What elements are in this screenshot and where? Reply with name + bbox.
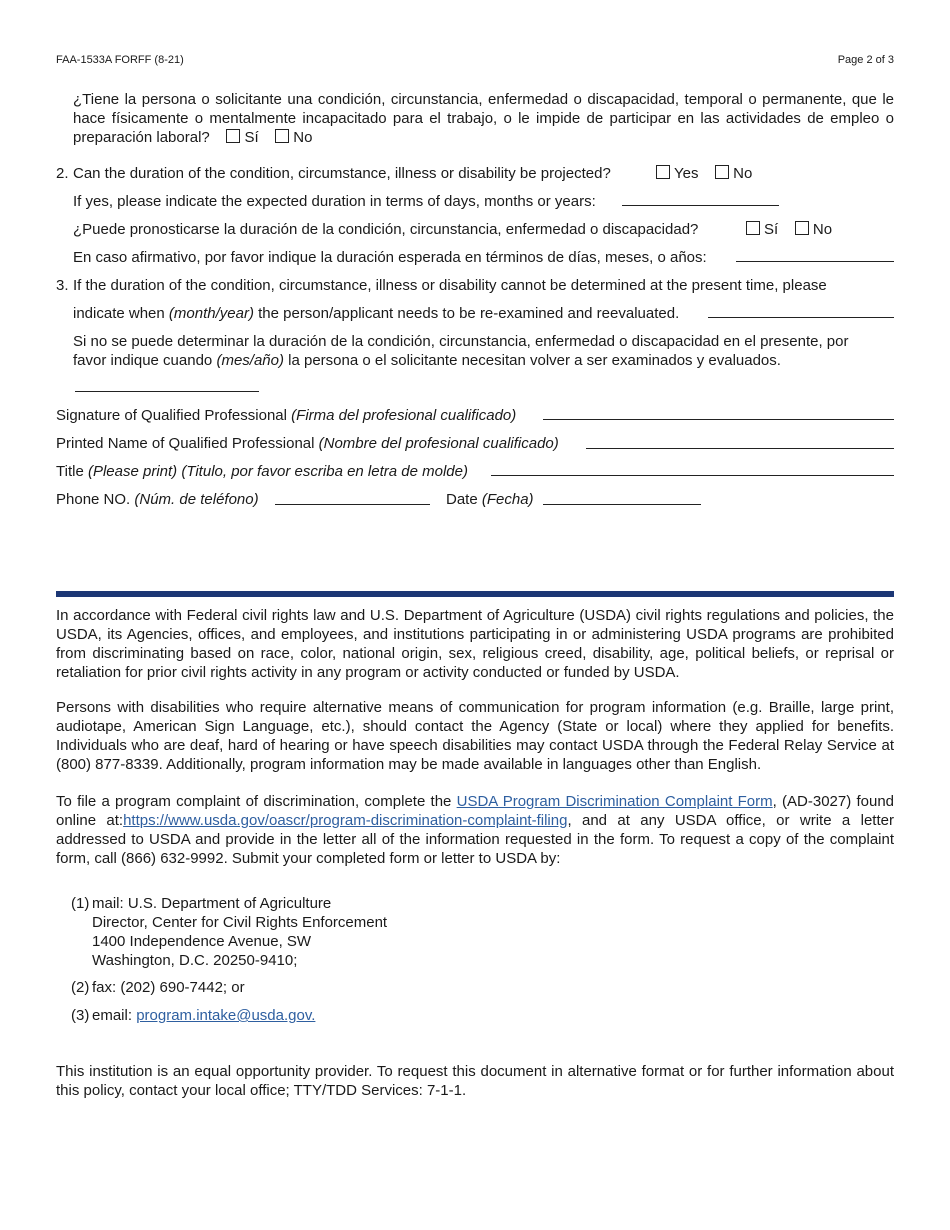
q2-si-checkbox[interactable] xyxy=(746,221,760,235)
q2-no-es-checkbox[interactable] xyxy=(795,221,809,235)
q2-no-es-label: No xyxy=(812,221,833,238)
q2-duration-prompt: If yes, please indicate the expected duration in terms of days, months or years: xyxy=(73,193,596,210)
q1-no-label: No xyxy=(293,129,313,146)
civil-rights-para3: To file a program complaint of discrimination, complete the USDA Program Discrimination Complaint Form, (AD-3027) found online at:https://www.usda.gov/oascr/program-discrimination-complaint-filing, and at any USDA office, or write a letter addressed to USDA and provide in the letter all of the information requested in the form. To request a copy of the complaint form, call (866) 632-9992. Submit your completed form or letter to USDA by: xyxy=(56,793,895,867)
q2-yes-checkbox[interactable] xyxy=(656,165,670,179)
civil-rights-para2: Persons with disabilities who require alternative means of communication for program information (e.g. Braille, large print, audiotape, American Sign Language, etc.), should contact the Agency (State or local) where they applied for benefits. Individuals who are deaf, hard of hearing or have speech disabilities may contact USDA through the Federal Relay Service at (800) 877-8339. Additionally, program information may be made available in languages other than English. xyxy=(56,699,894,773)
email-link[interactable]: program.intake@usda.gov. xyxy=(136,1007,316,1024)
title-label: Title (Please print) (Titulo, por favor escriba en letra de molde) xyxy=(56,463,468,480)
q3-reexam-date-field[interactable] xyxy=(708,317,894,318)
date-label: Date (Fecha) xyxy=(446,491,534,508)
phone-field[interactable] xyxy=(275,504,430,505)
q1-spanish-question xyxy=(73,90,894,147)
q2-duration-field-es[interactable] xyxy=(736,261,894,262)
printed-name-label: Printed Name of Qualified Professional (Nombre del profesional cualificado) xyxy=(56,435,559,452)
printed-name-field[interactable] xyxy=(586,448,894,449)
complaint-filing-url-link[interactable]: https://www.usda.gov/oascr/program-discrimination-complaint-filing xyxy=(123,812,568,829)
equal-opportunity-statement: This institution is an equal opportunity provider. To request this document in alternative format or for further information about this policy, contact your local office; TTY/TDD Services: 7-1-1. xyxy=(56,1063,894,1099)
q2-number: 2. xyxy=(56,165,69,182)
complaint-form-link[interactable]: USDA Program Discrimination Complaint Form xyxy=(456,793,773,810)
list-item-3-number: (3) xyxy=(71,1007,90,1024)
q2-no-label: No xyxy=(733,165,753,182)
list-item-mail: mail: U.S. Department of Agriculture Director, Center for Civil Rights Enforcement 1400 Independence Avenue, SW Washington, D.C. 20250-9410; xyxy=(92,895,388,969)
q2-question-es: ¿Puede pronosticarse la duración de la condición, circunstancia, enfermedad o discapacidad? xyxy=(73,221,699,238)
q2-si-label: Sí xyxy=(764,221,779,238)
q2-yes-label: Yes xyxy=(674,165,699,182)
section-divider xyxy=(56,591,894,597)
q1-no-checkbox[interactable] xyxy=(275,129,289,143)
q1-si-label: Sí xyxy=(244,129,259,146)
phone-label: Phone NO. (Núm. de teléfono) xyxy=(56,491,259,508)
signature-label: Signature of Qualified Professional (Firma del profesional cualificado) xyxy=(56,407,517,424)
q2-duration-prompt-es: En caso afirmativo, por favor indique la duración esperada en términos de días, meses, o años: xyxy=(73,249,707,266)
list-item-2-number: (2) xyxy=(71,979,90,996)
q2-duration-field[interactable] xyxy=(622,205,779,206)
list-item-1-number: (1) xyxy=(71,895,90,912)
q2-options-es xyxy=(746,220,832,239)
q3-es-line2: favor indique cuando (mes/año) la persona o el solicitante necesitan volver a ser examinados y evaluados. xyxy=(73,352,781,369)
date-field[interactable] xyxy=(543,504,701,505)
form-id: FAA-1533A FORFF (8-21) xyxy=(56,54,184,66)
q1-spanish-text: ¿Tiene la persona o solicitante una condición, circunstancia, enfermedad o discapacidad, temporal o permanente, que le hace físicamente o mentalmente incapacitado para el trabajo, o le impide de participar en las actividades de empleo o preparación laboral? xyxy=(73,91,894,146)
q3-number: 3. xyxy=(56,277,69,294)
q3-line1: If the duration of the condition, circumstance, illness or disability cannot be determined at the present time, please xyxy=(73,277,827,294)
q2-options xyxy=(656,164,752,183)
list-item-fax: fax: (202) 690-7442; or xyxy=(92,979,245,996)
q2-no-checkbox[interactable] xyxy=(715,165,729,179)
q1-si-checkbox[interactable] xyxy=(226,129,240,143)
q3-es-date-field[interactable] xyxy=(75,391,259,392)
page-number: Page 2 of 3 xyxy=(837,54,894,66)
q3-es-line1: Si no se puede determinar la duración de la condición, circunstancia, enfermedad o discapacidad en el presente, por xyxy=(73,333,849,350)
title-field[interactable] xyxy=(491,475,894,476)
q2-question: Can the duration of the condition, circumstance, illness or disability be projected? xyxy=(73,165,611,182)
list-item-email: email: program.intake@usda.gov. xyxy=(92,1007,316,1024)
civil-rights-para1: In accordance with Federal civil rights law and U.S. Department of Agriculture (USDA) civil rights regulations and policies, the USDA, its Agencies, offices, and employees, and institutions participating in or administering USDA programs are prohibited from discriminating based on race, color, national origin, sex, religious creed, disability, age, political beliefs, or reprisal or retaliation for prior civil rights activity in any program or activity conducted or funded by USDA. xyxy=(56,607,894,681)
q3-line2: indicate when (month/year) the person/applicant needs to be re-examined and reevaluated. xyxy=(73,305,680,322)
signature-field[interactable] xyxy=(543,419,894,420)
